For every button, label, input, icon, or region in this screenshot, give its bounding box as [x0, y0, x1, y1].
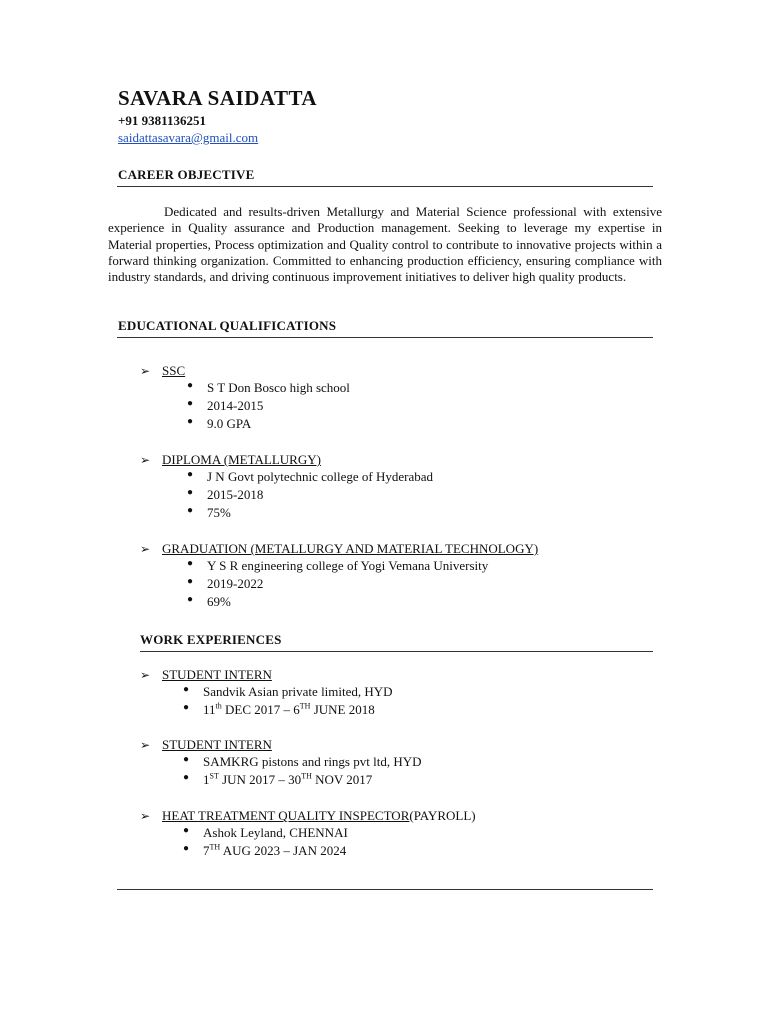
bullet-icon: ● [183, 684, 190, 695]
bullet-icon: ● [187, 380, 194, 391]
list-item: ● Y S R engineering college of Yogi Vemana University [187, 558, 489, 573]
bullet-icon: ● [187, 505, 194, 516]
work-company: ● Sandvik Asian private limited, HYD [183, 684, 393, 699]
list-item: ● 2015-2018 [187, 487, 264, 502]
arrow-bullet-icon: ➢ [140, 453, 151, 467]
work-entry [140, 667, 272, 683]
bullet-icon: ● [187, 398, 194, 409]
bottom-divider [117, 889, 653, 890]
list-item: ● S T Don Bosco high school [187, 380, 350, 395]
work-company: ● Ashok Leyland, CHENNAI [183, 825, 348, 840]
section-divider [117, 337, 653, 338]
work-entry-title: HEAT TREATMENT QUALITY INSPECTOR [162, 808, 410, 823]
arrow-bullet-icon: ➢ [140, 542, 151, 556]
work-entry-title: STUDENT INTERN [162, 737, 272, 752]
list-item: ● 69% [187, 594, 231, 609]
bullet-icon: ● [183, 843, 190, 854]
list-item: ● 2014-2015 [187, 398, 264, 413]
education-entry-label: GRADUATION (METALLURGY AND MATERIAL TECHNOLOGY) [162, 541, 539, 556]
work-dates: ● 7TH AUG 2023 – JAN 2024 [183, 842, 347, 858]
list-item: ● J N Govt polytechnic college of Hyderabad [187, 469, 433, 484]
phone-number: +91 9381136251 [118, 113, 206, 128]
bullet-icon: ● [187, 469, 194, 480]
bullet-icon: ● [187, 558, 194, 569]
education-entry-label: SSC [162, 363, 186, 378]
work-entry-title: STUDENT INTERN [162, 667, 272, 682]
work-experience-heading: WORK EXPERIENCES [140, 632, 282, 647]
bullet-icon: ● [183, 825, 190, 836]
arrow-bullet-icon: ➢ [140, 738, 151, 752]
education-entry-ssc [140, 363, 185, 379]
arrow-bullet-icon: ➢ [140, 809, 151, 823]
section-divider [140, 651, 653, 652]
career-objective-text: Dedicated and results-driven Metallurgy and Material Science professional with extensive experience in Quality assurance and Production management. Seeking to leverage my expertise in Material properties, Process optimization and Quality control to contribute to innovative projects within a forward thinking organization. Committed to enhancing production efficiency, ensuring compliance with industry standards, and driving continuous improvement initiatives to deliver high quality products. [108, 204, 662, 285]
bullet-icon: ● [183, 754, 190, 765]
education-entry-label: DIPLOMA (METALLURGY) [162, 452, 321, 467]
bullet-icon: ● [187, 416, 194, 427]
education-heading: EDUCATIONAL QUALIFICATIONS [118, 318, 337, 333]
section-divider [117, 186, 653, 187]
candidate-name: SAVARA SAIDATTA [118, 86, 318, 110]
work-entry [140, 808, 476, 824]
education-entry-graduation [140, 541, 538, 557]
bullet-icon: ● [187, 594, 194, 605]
bullet-icon: ● [183, 702, 190, 713]
work-dates: ● 1ST JUN 2017 – 30TH NOV 2017 [183, 771, 373, 787]
bullet-icon: ● [187, 576, 194, 587]
email-link[interactable]: saidattasavara@gmail.com [118, 130, 259, 145]
list-item: ● 9.0 GPA [187, 416, 252, 431]
list-item: ● 75% [187, 505, 231, 520]
arrow-bullet-icon: ➢ [140, 364, 151, 378]
bullet-icon: ● [183, 772, 190, 783]
career-objective-heading: CAREER OBJECTIVE [118, 167, 255, 182]
work-company: ● SAMKRG pistons and rings pvt ltd, HYD [183, 754, 422, 769]
bullet-icon: ● [187, 487, 194, 498]
arrow-bullet-icon: ➢ [140, 668, 151, 682]
work-entry [140, 737, 272, 753]
list-item: ● 2019-2022 [187, 576, 264, 591]
work-dates: ● 11th DEC 2017 – 6TH JUNE 2018 [183, 701, 375, 717]
education-entry-diploma [140, 452, 321, 468]
work-entry-title-suffix: (PAYROLL) [409, 808, 476, 823]
